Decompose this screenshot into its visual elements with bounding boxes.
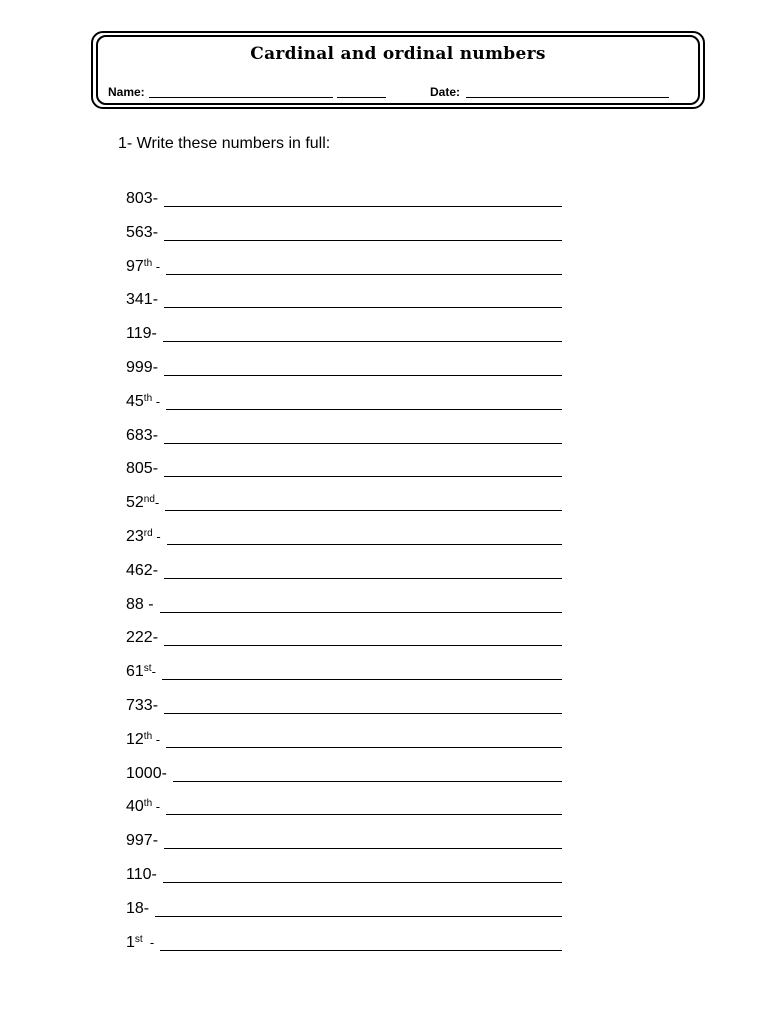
- ordinal-suffix: th: [143, 731, 153, 742]
- number-value: 12: [126, 731, 144, 748]
- separator-dash: -: [152, 394, 161, 409]
- answer-line[interactable]: [164, 476, 562, 477]
- answer-line[interactable]: [155, 916, 562, 917]
- exercise-number: [126, 190, 158, 208]
- answer-line[interactable]: [164, 375, 562, 376]
- answer-line[interactable]: [164, 307, 562, 308]
- number-value: 222: [126, 629, 153, 646]
- separator-dash: -: [152, 529, 161, 544]
- separator-dash: -: [152, 562, 159, 579]
- separator-dash: -: [142, 935, 155, 950]
- exercise-number: [126, 866, 157, 884]
- number-value: 52: [126, 494, 144, 511]
- exercise-number: [126, 258, 160, 276]
- ordinal-suffix: nd: [143, 494, 155, 505]
- separator-dash: -: [152, 190, 159, 207]
- date-label: Date:: [430, 85, 461, 99]
- separator-dash: -: [152, 629, 159, 646]
- page-title: Cardinal and ordinal numbers: [250, 44, 546, 64]
- exercise-number: [126, 393, 160, 411]
- number-value: 733: [126, 697, 153, 714]
- number-value: 341: [126, 291, 153, 308]
- separator-dash: -: [151, 664, 156, 679]
- exercise-number: [126, 494, 159, 512]
- ordinal-suffix: th: [143, 393, 153, 404]
- ordinal-suffix: rd: [143, 528, 153, 539]
- exercise-number: [126, 460, 158, 478]
- answer-line[interactable]: [163, 341, 562, 342]
- number-value: 803: [126, 190, 153, 207]
- answer-line[interactable]: [166, 814, 562, 815]
- separator-dash: -: [152, 359, 159, 376]
- answer-line[interactable]: [165, 510, 562, 511]
- answer-line[interactable]: [164, 645, 562, 646]
- number-value: 40: [126, 798, 144, 815]
- separator-dash: -: [152, 832, 159, 849]
- exercise-number: [126, 663, 156, 681]
- date-field[interactable]: [466, 97, 669, 98]
- separator-dash: -: [151, 325, 157, 342]
- number-value: 462: [126, 562, 153, 579]
- answer-line[interactable]: [160, 950, 562, 951]
- separator-dash: -: [154, 495, 160, 510]
- answer-line[interactable]: [164, 443, 562, 444]
- exercise-number: [126, 562, 158, 580]
- answer-line[interactable]: [166, 747, 562, 748]
- number-value: 23: [126, 528, 144, 545]
- exercise-number: [126, 900, 149, 918]
- name-field[interactable]: [149, 97, 333, 98]
- number-value: 97: [126, 258, 144, 275]
- answer-line[interactable]: [164, 578, 562, 579]
- exercise-number: [126, 629, 158, 647]
- exercise-number: [126, 934, 154, 952]
- separator-dash: -: [152, 732, 161, 747]
- name-field-extra[interactable]: [337, 97, 386, 98]
- number-value: 88: [126, 596, 144, 613]
- separator-dash: -: [151, 866, 157, 883]
- number-value: 805: [126, 460, 153, 477]
- number-value: 1: [126, 934, 135, 951]
- exercise-number: [126, 427, 158, 445]
- number-value: 997: [126, 832, 153, 849]
- number-value: 110: [126, 866, 152, 883]
- number-value: 61: [126, 663, 144, 680]
- separator-dash: -: [161, 765, 167, 782]
- number-value: 563: [126, 224, 153, 241]
- answer-line[interactable]: [164, 206, 562, 207]
- name-label: Name:: [108, 85, 145, 99]
- ordinal-suffix: st: [143, 663, 152, 674]
- exercise-number: [126, 325, 157, 343]
- exercise-number: [126, 596, 154, 614]
- answer-line[interactable]: [162, 679, 562, 680]
- answer-line[interactable]: [164, 848, 562, 849]
- answer-line[interactable]: [167, 544, 562, 545]
- separator-dash: -: [152, 460, 159, 477]
- separator-dash: -: [152, 697, 159, 714]
- number-value: 1000: [126, 765, 162, 782]
- separator-dash: -: [152, 259, 161, 274]
- answer-line[interactable]: [173, 781, 562, 782]
- answer-line[interactable]: [163, 882, 562, 883]
- exercise-number: [126, 224, 158, 242]
- number-value: 45: [126, 393, 144, 410]
- number-value: 999: [126, 359, 153, 376]
- exercise-number: [126, 731, 160, 749]
- answer-line[interactable]: [166, 274, 562, 275]
- separator-dash: -: [143, 596, 154, 613]
- instruction-text: 1- Write these numbers in full:: [118, 135, 331, 152]
- number-value: 119: [126, 325, 152, 342]
- answer-line[interactable]: [164, 713, 562, 714]
- ordinal-suffix: th: [143, 798, 153, 809]
- separator-dash: -: [152, 799, 161, 814]
- answer-line[interactable]: [166, 409, 562, 410]
- ordinal-suffix: th: [143, 258, 153, 269]
- exercise-number: [126, 798, 160, 816]
- exercise-number: [126, 359, 158, 377]
- separator-dash: -: [152, 224, 159, 241]
- ordinal-suffix: st: [134, 934, 143, 945]
- exercise-number: [126, 765, 167, 783]
- separator-dash: -: [143, 900, 150, 917]
- number-value: 683: [126, 427, 153, 444]
- separator-dash: -: [152, 291, 159, 308]
- answer-line[interactable]: [160, 612, 562, 613]
- exercise-number: [126, 291, 158, 309]
- number-value: 18: [126, 900, 144, 917]
- answer-line[interactable]: [164, 240, 562, 241]
- exercise-number: [126, 832, 158, 850]
- exercise-number: [126, 697, 158, 715]
- exercise-number: [126, 528, 161, 546]
- separator-dash: -: [152, 427, 159, 444]
